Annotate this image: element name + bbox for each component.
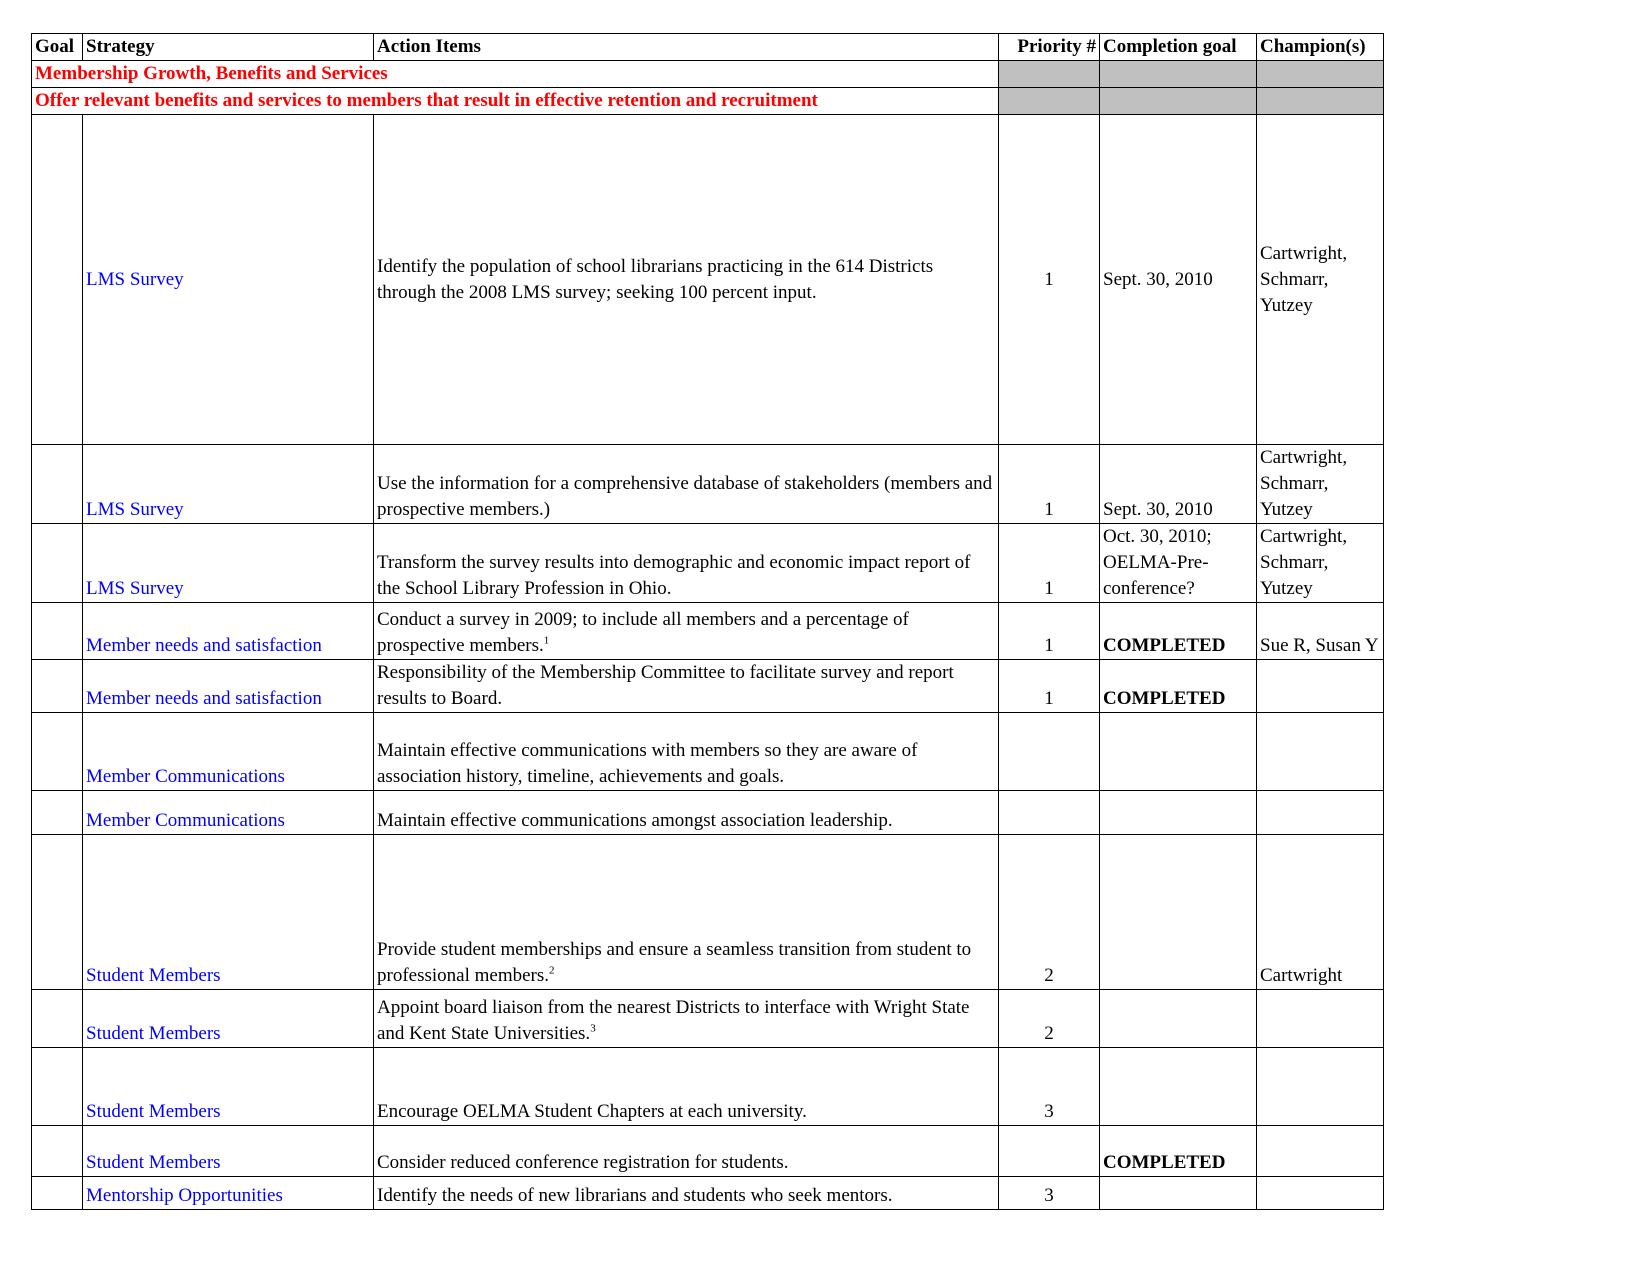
- strategy-cell: [83, 791, 374, 835]
- action-item-text: Provide student memberships and ensure a seamless transition from student to professional members.: [377, 939, 972, 986]
- strategy-text: Student Members: [86, 965, 221, 986]
- completion-goal-value: Oct. 30, 2010; OELMA-Pre-conference?: [1103, 526, 1212, 599]
- strategy-text: Member needs and satisfaction: [86, 688, 322, 709]
- action-item-cell: [374, 445, 999, 524]
- champions-value: Sue R, Susan Y: [1260, 635, 1379, 656]
- strategy-cell: [83, 445, 374, 524]
- priority-cell: [999, 835, 1100, 990]
- strategy-cell: [83, 115, 374, 445]
- completion-goal-cell: [1100, 660, 1257, 713]
- section-title-completion-cell: [1100, 61, 1257, 88]
- priority-cell: [999, 791, 1100, 835]
- section-goal-champions-cell: [1257, 88, 1384, 115]
- priority-cell: [999, 1126, 1100, 1177]
- action-item-cell: [374, 603, 999, 660]
- completion-goal-cell: [1100, 835, 1257, 990]
- action-item-cell: [374, 791, 999, 835]
- action-item-text: Maintain effective communications amongst association leadership.: [377, 810, 893, 831]
- champions-cell: [1257, 791, 1384, 835]
- champions-cell: [1257, 603, 1384, 660]
- action-item-text: Identify the needs of new librarians and students who seek mentors.: [377, 1185, 893, 1206]
- strategy-text: Mentorship Opportunities: [86, 1185, 283, 1206]
- goal-cell: [32, 603, 83, 660]
- table-row: [32, 660, 1384, 713]
- completion-goal-value: Sept. 30, 2010: [1103, 499, 1213, 520]
- goal-cell: [32, 990, 83, 1048]
- header-action-items: Action Items: [374, 34, 999, 61]
- action-item-cell: [374, 990, 999, 1048]
- completion-goal-value: COMPLETED: [1103, 635, 1226, 656]
- strategy-text: LMS Survey: [86, 499, 184, 520]
- priority-value: 2: [1044, 965, 1054, 986]
- table-row: [32, 1048, 1384, 1126]
- completion-goal-cell: [1100, 603, 1257, 660]
- action-item-text: Responsibility of the Membership Committee to facilitate survey and report results to Board.: [377, 662, 954, 709]
- header-completion-goal: Completion goal: [1100, 34, 1257, 61]
- completion-goal-cell: [1100, 115, 1257, 445]
- completion-goal-value: Sept. 30, 2010: [1103, 268, 1213, 290]
- champions-cell: [1257, 835, 1384, 990]
- priority-cell: [999, 1177, 1100, 1210]
- completion-goal-cell: [1100, 990, 1257, 1048]
- goal-cell: [32, 445, 83, 524]
- priority-value: 1: [1044, 499, 1054, 520]
- goal-cell: [32, 1177, 83, 1210]
- action-item-cell: [374, 713, 999, 791]
- priority-value: 1: [1044, 268, 1054, 290]
- champions-cell: [1257, 1126, 1384, 1177]
- champions-cell: [1257, 660, 1384, 713]
- champions-value: Cartwright, Schmarr, Yutzey: [1260, 447, 1348, 520]
- table-row: [32, 835, 1384, 990]
- champions-value: Cartwright, Schmarr, Yutzey: [1260, 242, 1348, 316]
- goal-cell: [32, 713, 83, 791]
- table-row: [32, 1126, 1384, 1177]
- strategic-plan-table: [31, 33, 1384, 1210]
- goal-cell: [32, 791, 83, 835]
- strategy-text: Student Members: [86, 1152, 221, 1173]
- section-goal: Offer relevant benefits and services to members that result in effective retention and recruitment: [32, 88, 999, 115]
- section-title-champions-cell: [1257, 61, 1384, 88]
- action-item-cell: [374, 524, 999, 603]
- champions-cell: [1257, 1177, 1384, 1210]
- footnote-marker: 3: [590, 1022, 596, 1035]
- champions-cell: [1257, 445, 1384, 524]
- strategy-text: Student Members: [86, 1023, 221, 1044]
- table-row: [32, 990, 1384, 1048]
- action-item-text: Identify the population of school librarians practicing in the 614 Districts through the 2008 LMS survey; seeking 100 percent input.: [377, 255, 934, 303]
- champions-cell: [1257, 713, 1384, 791]
- header-champions: Champion(s): [1257, 34, 1384, 61]
- action-item-cell: [374, 1126, 999, 1177]
- priority-value: 1: [1044, 688, 1054, 709]
- champions-value: Cartwright, Schmarr, Yutzey: [1260, 526, 1348, 599]
- completion-goal-cell: [1100, 445, 1257, 524]
- priority-cell: [999, 603, 1100, 660]
- action-item-text: Transform the survey results into demographic and economic impact report of the School Library Profession in Ohio.: [377, 552, 971, 599]
- table-row: [32, 524, 1384, 603]
- goal-cell: [32, 1126, 83, 1177]
- strategy-cell: [83, 1126, 374, 1177]
- completion-goal-cell: [1100, 1048, 1257, 1126]
- priority-cell: [999, 115, 1100, 445]
- action-item-text: Consider reduced conference registration for students.: [377, 1152, 789, 1173]
- priority-value: 1: [1044, 635, 1054, 656]
- priority-cell: [999, 660, 1100, 713]
- section-goal-completion-cell: [1100, 88, 1257, 115]
- action-item-cell: [374, 835, 999, 990]
- section-title: Membership Growth, Benefits and Services: [32, 61, 999, 88]
- action-item-text: Encourage OELMA Student Chapters at each university.: [377, 1101, 807, 1122]
- section-goal-priority-cell: [999, 88, 1100, 115]
- table-row: [32, 115, 1384, 445]
- action-item-text: Conduct a survey in 2009; to include all members and a percentage of prospective members.: [377, 609, 909, 656]
- completion-goal-cell: [1100, 713, 1257, 791]
- goal-cell: [32, 1048, 83, 1126]
- section-title-priority-cell: [999, 61, 1100, 88]
- header-row: [32, 34, 1384, 61]
- goal-cell: [32, 660, 83, 713]
- completion-goal-cell: [1100, 524, 1257, 603]
- strategy-cell: [83, 1177, 374, 1210]
- action-item-cell: [374, 115, 999, 445]
- strategy-cell: [83, 1048, 374, 1126]
- section-title-row: [32, 61, 1384, 88]
- priority-cell: [999, 445, 1100, 524]
- action-item-cell: [374, 1048, 999, 1126]
- section-goal-row: [32, 88, 1384, 115]
- strategy-text: Student Members: [86, 1101, 221, 1122]
- priority-value: 3: [1044, 1185, 1054, 1206]
- priority-value: 2: [1044, 1023, 1054, 1044]
- footnote-marker: 1: [543, 634, 550, 647]
- champions-cell: [1257, 1048, 1384, 1126]
- strategy-cell: [83, 835, 374, 990]
- strategy-cell: [83, 990, 374, 1048]
- champions-value: Cartwright: [1260, 965, 1343, 986]
- strategy-text: LMS Survey: [86, 268, 184, 290]
- action-item-cell: [374, 660, 999, 713]
- completion-goal-cell: [1100, 1177, 1257, 1210]
- table-row: [32, 445, 1384, 524]
- champions-cell: [1257, 115, 1384, 445]
- strategy-text: Member needs and satisfaction: [86, 635, 322, 656]
- goal-cell: [32, 115, 83, 445]
- completion-goal-value: COMPLETED: [1103, 1152, 1226, 1173]
- strategy-cell: [83, 660, 374, 713]
- completion-goal-value: COMPLETED: [1103, 688, 1226, 709]
- champions-cell: [1257, 990, 1384, 1048]
- priority-value: 1: [1044, 578, 1054, 599]
- table-row: [32, 713, 1384, 791]
- header-strategy: Strategy: [83, 34, 374, 61]
- priority-cell: [999, 990, 1100, 1048]
- priority-cell: [999, 524, 1100, 603]
- strategy-cell: [83, 713, 374, 791]
- strategy-text: Member Communications: [86, 810, 285, 831]
- goal-cell: [32, 835, 83, 990]
- champions-cell: [1257, 524, 1384, 603]
- header-priority: Priority #: [999, 34, 1100, 61]
- action-item-text: Maintain effective communications with members so they are aware of association history, timeline, achievements and goals.: [377, 740, 918, 787]
- table-row: [32, 1177, 1384, 1210]
- table-row: [32, 791, 1384, 835]
- header-goal: Goal: [32, 34, 83, 61]
- action-item-text: Use the information for a comprehensive database of stakeholders (members and prospective members.): [377, 473, 993, 520]
- strategy-cell: [83, 603, 374, 660]
- action-item-cell: [374, 1177, 999, 1210]
- completion-goal-cell: [1100, 791, 1257, 835]
- priority-value: 3: [1044, 1101, 1054, 1122]
- action-item-text: Appoint board liaison from the nearest Districts to interface with Wright State and Kent State Universities.: [377, 997, 970, 1044]
- footnote-marker: 2: [549, 964, 555, 977]
- goal-cell: [32, 524, 83, 603]
- strategy-text: Member Communications: [86, 766, 285, 787]
- completion-goal-cell: [1100, 1126, 1257, 1177]
- strategy-cell: [83, 524, 374, 603]
- table-row: [32, 603, 1384, 660]
- strategy-text: LMS Survey: [86, 578, 184, 599]
- priority-cell: [999, 713, 1100, 791]
- priority-cell: [999, 1048, 1100, 1126]
